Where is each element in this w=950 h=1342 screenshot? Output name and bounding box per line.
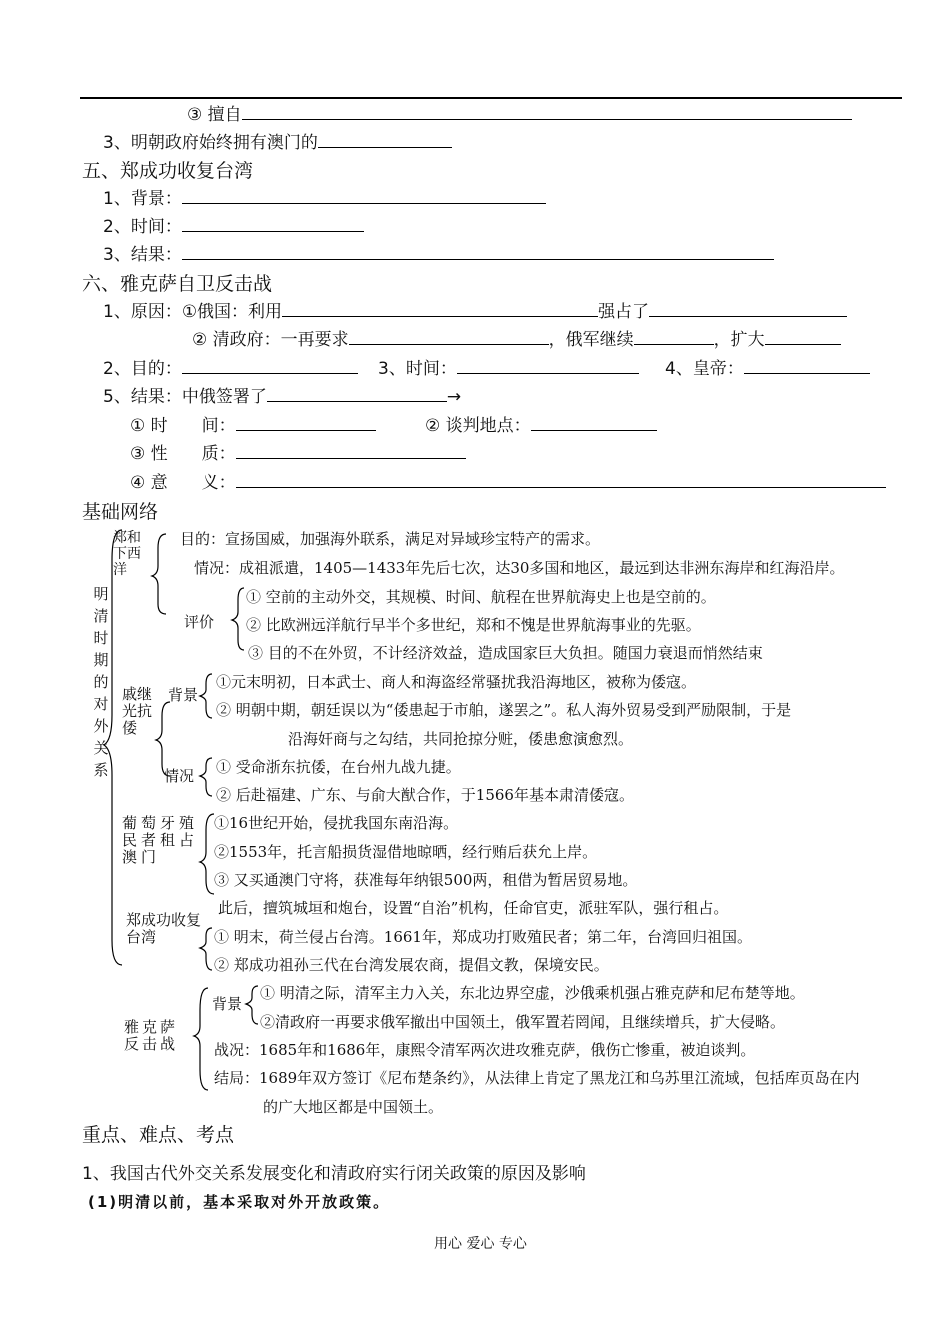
- section-6-sub-nature: ③ 性 质：: [130, 443, 466, 465]
- qi-bg-2b: 沿海奸商与之勾结，共同抢掠分赃，倭患愈演愈烈。: [288, 730, 634, 748]
- portugal-2: ②1553年，托言船损货湿借地晾晒，经行贿后获允上岸。: [214, 843, 598, 861]
- yakesa-bg-label: 背景: [212, 995, 243, 1013]
- section-5-time: 2、时间：: [103, 216, 364, 238]
- yakesa-result: 结局：1689年双方签订《尼布楚条约》，从法律上肯定了黑龙江和乌苏里江流域，包括库页岛在内: [214, 1069, 860, 1087]
- question-3: 3、明朝政府始终拥有澳门的: [103, 132, 452, 154]
- section-6-sub-place: ② 谈判地点：: [425, 415, 657, 437]
- zhenghe-eval-1: ① 空前的主动外交，其规模、时间、航程在世界航海史上也是空前的。: [246, 588, 716, 606]
- qi-bg-1: ①元末明初，日本武士、商人和海盗经常骚扰我沿海地区，被称为倭寇。: [216, 673, 697, 691]
- root-label: 明清时期的对外关系: [93, 585, 109, 779]
- section-6-emperor: 4、皇帝：: [665, 358, 870, 380]
- arrow-icon: →: [446, 387, 462, 407]
- portugal-brace: [200, 814, 214, 894]
- yakesa-brace: [194, 988, 208, 1090]
- taiwan-1: ① 明末，荷兰侵占台湾。1661年，郑成功打败殖民者；第二年，台湾回归祖国。: [214, 928, 752, 946]
- section-5-title: 五、郑成功收复台湾: [82, 160, 254, 182]
- portugal-4: 此后，擅筑城垣和炮台，设置“自治”机构，任命官吏，派驻军队，强行租占。: [218, 899, 729, 917]
- yakesa-bg-brace: [246, 986, 258, 1024]
- yakesa-result-2: 的广大地区都是中国领土。: [263, 1098, 444, 1116]
- qijiguang-label: 戚继光抗倭: [122, 685, 153, 737]
- network-title: 基础网络: [82, 501, 159, 523]
- portugal-3: ③ 又买通澳门守将，获准每年纳银500两，租借为暂居贸易地。: [214, 871, 638, 889]
- footer: 用心 爱心 专心: [434, 1236, 527, 1252]
- zhenghe-label: 郑和下西洋: [113, 530, 141, 578]
- qi-sit-1: ① 受命浙东抗倭，在台州九战九捷。: [216, 758, 461, 776]
- section-6-result: 5、结果：中俄签署了 →: [103, 387, 462, 407]
- key-points-q1a: (1)明清以前，基本采取对外开放政策。: [88, 1193, 391, 1211]
- key-points-q1: 1、我国古代外交关系发展变化和清政府实行闭关政策的原因及影响: [82, 1164, 586, 1184]
- taiwan-2: ② 郑成功祖孙三代在台湾发展农商，提倡文教，保境安民。: [214, 956, 609, 974]
- yakesa-bg-2: ②清政府一再要求俄军撤出中国领土，俄军置若罔闻，且继续增兵，扩大侵略。: [260, 1013, 786, 1031]
- taiwan-label: 郑成功收复台湾: [126, 911, 202, 946]
- item-3-label: ③ 擅自: [187, 104, 852, 126]
- zhenghe-eval-label: 评价: [184, 613, 215, 631]
- section-6-title: 六、雅克萨自卫反击战: [82, 273, 273, 295]
- qi-bg-label: 背景: [168, 686, 199, 704]
- yakesa-bg-1: ① 明清之际，清军主力入关，东北边界空虚，沙俄乘机强占雅克萨和尼布楚等地。: [260, 984, 805, 1002]
- zhenghe-situation: 情况：成祖派遣，1405—1433年先后七次，达30多国和地区，最远到达非洲东海岸和红海沿岸。: [194, 559, 845, 577]
- zhenghe-brace: [152, 534, 166, 614]
- section-6-time: 3、时间：: [378, 358, 639, 380]
- section-6-purpose: 2、目的：: [103, 358, 358, 380]
- section-6-sub-meaning: ④ 意 义：: [130, 472, 886, 494]
- portugal-label: 葡萄牙殖民者租占澳门: [122, 814, 199, 866]
- qi-bg-2: ② 明朝中期，朝廷误以为“倭患起于市舶，遂罢之”。私人海外贸易受到严励限制，于是: [216, 701, 792, 719]
- evaluation-brace: [232, 588, 244, 650]
- qi-sit-2: ② 后赴福建、广东、与俞大猷合作，于1566年基本肃清倭寇。: [216, 786, 634, 804]
- section-6-sub-time: ① 时 间：: [130, 415, 376, 437]
- section-6-qing: ② 清政府：一再要求 ，俄军继续 ，扩大: [192, 329, 841, 351]
- zhenghe-purpose: 目的：宣扬国威，加强海外联系，满足对异域珍宝特产的需求。: [180, 530, 601, 548]
- zhenghe-eval-3: ③ 目的不在外贸，不计经济效益，造成国家巨大负担。随国力衰退而悄然结束: [248, 644, 763, 662]
- qi-sit-label: 情况: [164, 767, 195, 785]
- qi-bg-brace: [200, 674, 212, 718]
- zhenghe-eval-2: ② 比欧洲远洋航行早半个多世纪，郑和不愧是世界航海事业的先驱。: [246, 616, 701, 634]
- key-points-title: 重点、难点、考点: [82, 1124, 235, 1146]
- portugal-1: ①16世纪开始，侵扰我国东南沿海。: [214, 814, 459, 832]
- section-6-cause: 1、原因：①俄国：利用 强占了: [103, 301, 847, 323]
- yakesa-war: 战况：1685年和1686年，康熙令清军两次进攻雅克萨，俄伤亡惨重，被迫谈判。: [214, 1041, 756, 1059]
- qi-sit-brace: [200, 758, 212, 796]
- yakesa-label: 雅克萨反击战: [124, 1018, 179, 1053]
- section-5-bg: 1、背景：: [103, 188, 546, 210]
- section-5-result: 3、结果：: [103, 244, 774, 266]
